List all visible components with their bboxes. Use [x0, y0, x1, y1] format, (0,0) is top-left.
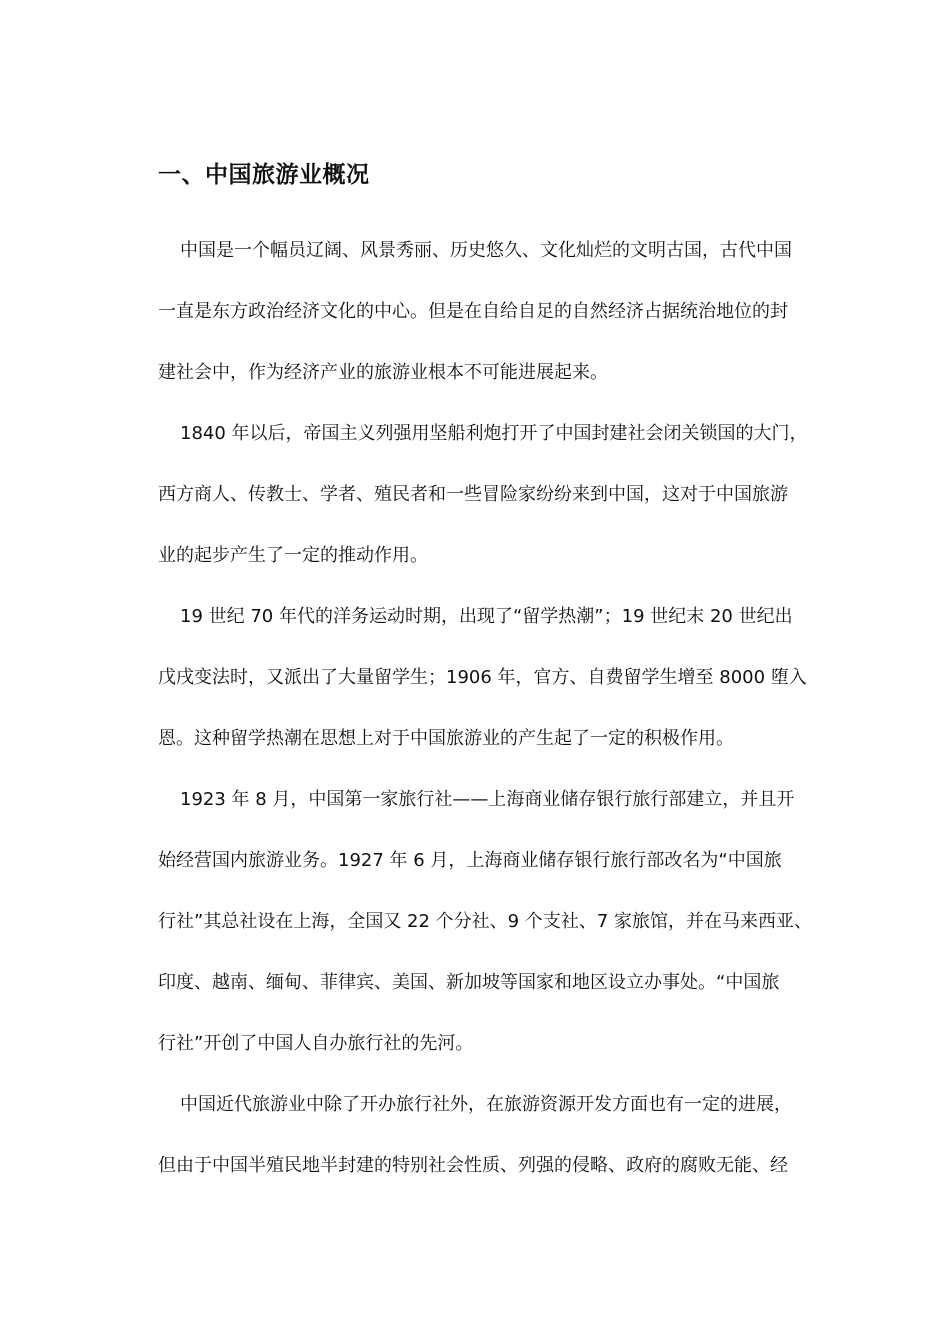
paragraph-line: 恩。这种留学热潮在思想上对于中国旅游业的产生起了一定的积极作用。 — [158, 728, 734, 749]
paragraph — [158, 403, 838, 586]
paragraph-line: 西方商人、传教士、学者、殖民者和一些冒险家纷纷来到中国，这对于中国旅游 — [158, 484, 788, 505]
paragraph-line: 中国近代旅游业中除了开办旅行社外，在旅游资源开发方面也有一定的进展， — [180, 1094, 792, 1115]
paragraph-line: 中国是一个幅员辽阔、风景秀丽、历史悠久、文化灿烂的文明古国，古代中国 — [180, 240, 792, 261]
paragraph-line: 戊戌变法时，又派出了大量留学生；1906 年，官方、自费留学生增至 8000 堕入 — [158, 667, 807, 688]
paragraph-line: 业的起步产生了一定的推动作用。 — [158, 545, 428, 566]
paragraph-line: 1923 年 8 月，中国第一家旅行社——上海商业储存银行旅行部建立，并且开 — [180, 789, 795, 810]
paragraph-line: 行社”开创了中国人自办旅行社的先河。 — [158, 1033, 474, 1054]
paragraph — [158, 586, 838, 769]
paragraph — [158, 769, 838, 1074]
paragraph — [158, 220, 838, 403]
paragraph-line: 一直是东方政治经济文化的中心。但是在自给自足的自然经济占据统治地位的封 — [158, 301, 788, 322]
document-body — [158, 158, 838, 1196]
paragraph-line: 19 世纪 70 年代的洋务运动时期，出现了“留学热潮”；19 世纪末 20 世纪出 — [180, 606, 793, 627]
paragraph — [158, 1074, 838, 1196]
section-heading: 一、中国旅游业概况 — [158, 162, 370, 188]
paragraph-line: 1840 年以后，帝国主义列强用坚船利炮打开了中国封建社会闭关锁国的大门， — [180, 423, 808, 444]
paragraph-line: 建社会中，作为经济产业的旅游业根本不可能进展起来。 — [158, 362, 608, 383]
paragraph-line: 印度、越南、缅甸、菲律宾、美国、新加坡等国家和地区设立办事处。“中国旅 — [158, 972, 780, 993]
paragraph-line: 始经营国内旅游业务。1927 年 6 月，上海商业储存银行旅行部改名为“中国旅 — [158, 850, 782, 871]
paragraph-line: 行社”其总社设在上海，全国又 22 个分社、9 个支社、7 家旅馆，并在马来西亚、 — [158, 911, 813, 932]
paragraph-line: 但由于中国半殖民地半封建的特别社会性质、列强的侵略、政府的腐败无能、经 — [158, 1155, 788, 1176]
